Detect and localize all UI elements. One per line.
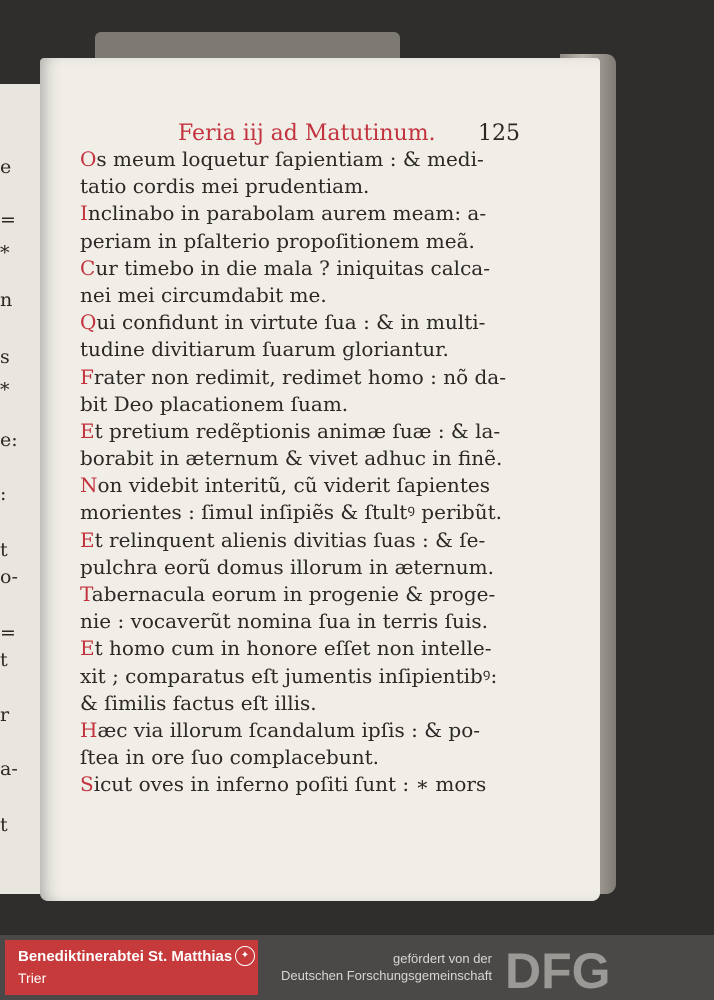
text-line — [80, 255, 550, 282]
rubric-initial: E — [80, 527, 95, 552]
line-text: icut oves in inferno poſiti ſunt : ∗ mors — [93, 772, 487, 797]
left-page — [0, 84, 40, 894]
left-page-fragment: t — [0, 539, 8, 561]
text-line — [80, 282, 550, 309]
rubric-initial: C — [80, 255, 96, 280]
funding-line-2: Deutschen Forschungsgemeinschaft — [280, 968, 492, 983]
institution-badge[interactable] — [5, 940, 258, 995]
text-line — [80, 391, 550, 418]
funding-line-1: gefördert von der — [392, 951, 492, 966]
left-page-fragment: : — [0, 483, 7, 505]
left-page-fragment: e: — [0, 429, 18, 451]
left-page-fragment: a- — [0, 758, 18, 780]
institution-city: Trier — [18, 970, 47, 986]
rubric-initial: S — [80, 772, 94, 797]
text-line — [80, 744, 550, 771]
text-line — [80, 200, 550, 227]
rubric-initial: E — [80, 636, 95, 661]
rubric-initial: F — [80, 364, 94, 389]
left-page-fragment: = — [0, 622, 16, 644]
page-number: 125 — [478, 121, 520, 146]
text-line — [80, 608, 550, 635]
text-line — [80, 771, 550, 798]
left-page-fragment: o- — [0, 566, 18, 588]
text-line — [80, 228, 550, 255]
left-page-fragment: e — [0, 156, 12, 178]
text-line — [80, 581, 550, 608]
left-page-fragment: ⁎ — [0, 373, 10, 395]
left-page-fragment: t — [0, 649, 8, 671]
text-line — [80, 364, 550, 391]
institution-name: Benediktinerabtei St. Matthias — [18, 948, 233, 965]
line-text: morientes : ſimul inſipiẽs & ſtultꝰ peribũt. — [80, 500, 502, 525]
text-line — [80, 663, 550, 690]
line-text: pulchra eorũ domus illorum in æternum. — [80, 554, 494, 579]
left-page-fragment: ⁎ — [0, 236, 10, 258]
line-text: rater non redimit, redimet homo : nõ da- — [93, 364, 506, 389]
left-page-fragment: s — [0, 346, 10, 368]
line-text: xit ; comparatus eſt jumentis inſipientibꝰ: — [80, 663, 498, 688]
line-text: borabit in æternum & vivet adhuc in finẽ. — [80, 446, 503, 471]
line-text: nei mei circumdabit me. — [80, 282, 327, 307]
left-page-fragment: t — [0, 814, 8, 836]
rubric-initial: H — [80, 717, 98, 742]
left-page-fragment: n — [0, 289, 13, 311]
line-text: t homo cum in honore eſſet non intelle- — [94, 636, 492, 661]
line-text: abernacula eorum in progenie & proge- — [91, 582, 496, 606]
line-text: ſtea in ore ſuo complacebunt. — [80, 745, 379, 770]
rubric-initial: Q — [80, 310, 97, 335]
rubric-initial: E — [80, 418, 95, 443]
dfg-logo[interactable] — [497, 940, 707, 996]
text-line — [80, 499, 550, 526]
line-text: tudine divitiarum ſuarum gloriantur. — [80, 337, 449, 362]
text-line — [80, 635, 550, 662]
rubric-initial: O — [80, 147, 97, 171]
line-text: t pretium redẽptionis animæ ſuæ : & la- — [94, 418, 501, 443]
left-page-fragment: r — [0, 704, 10, 726]
line-text: nclinabo in parabolam aurem meam: a- — [87, 201, 487, 226]
text-line — [80, 472, 550, 499]
running-heading: Feria iij ad Matutinum. — [178, 121, 436, 146]
line-text: ur timebo in die mala ? iniquitas calca- — [95, 255, 490, 280]
text-line — [80, 690, 550, 717]
text-line — [80, 717, 550, 744]
rubric-initial: T — [80, 582, 92, 606]
text-line — [80, 309, 550, 336]
text-line — [80, 336, 550, 363]
text-line — [80, 554, 550, 581]
dfg-logo-text: DFG — [505, 943, 611, 996]
text-line — [80, 527, 550, 554]
line-text: nie : vocaverũt nomina ſua in terris ſuis. — [80, 609, 488, 634]
line-text: s meum loquetur ſapientiam : & medi- — [96, 147, 484, 171]
left-page-fragment: = — [0, 209, 16, 231]
line-text: on videbit interitũ, cũ viderit ſapientes — [97, 473, 490, 498]
line-text: ui confidunt in virtute ſua : & in multi- — [96, 310, 486, 335]
rubric-initial: N — [80, 473, 98, 498]
text-line — [80, 418, 550, 445]
link-icon: ✦ — [235, 946, 255, 966]
line-text: periam in pſalterio propoſitionem meã. — [80, 228, 475, 253]
text-line — [80, 445, 550, 472]
text-line — [80, 146, 550, 173]
psalm-text — [80, 146, 550, 799]
line-text: tatio cordis mei prudentiam. — [80, 174, 370, 199]
line-text: & ſimilis factus eſt illis. — [80, 690, 317, 715]
rubric-initial: I — [80, 201, 88, 226]
text-line — [80, 173, 550, 200]
line-text: æc via illorum ſcandalum ipſis : & po- — [97, 717, 480, 742]
line-text: t relinquent alienis divitias ſuas : & ſe- — [94, 527, 486, 552]
line-text: bit Deo placationem ſuam. — [80, 391, 349, 416]
